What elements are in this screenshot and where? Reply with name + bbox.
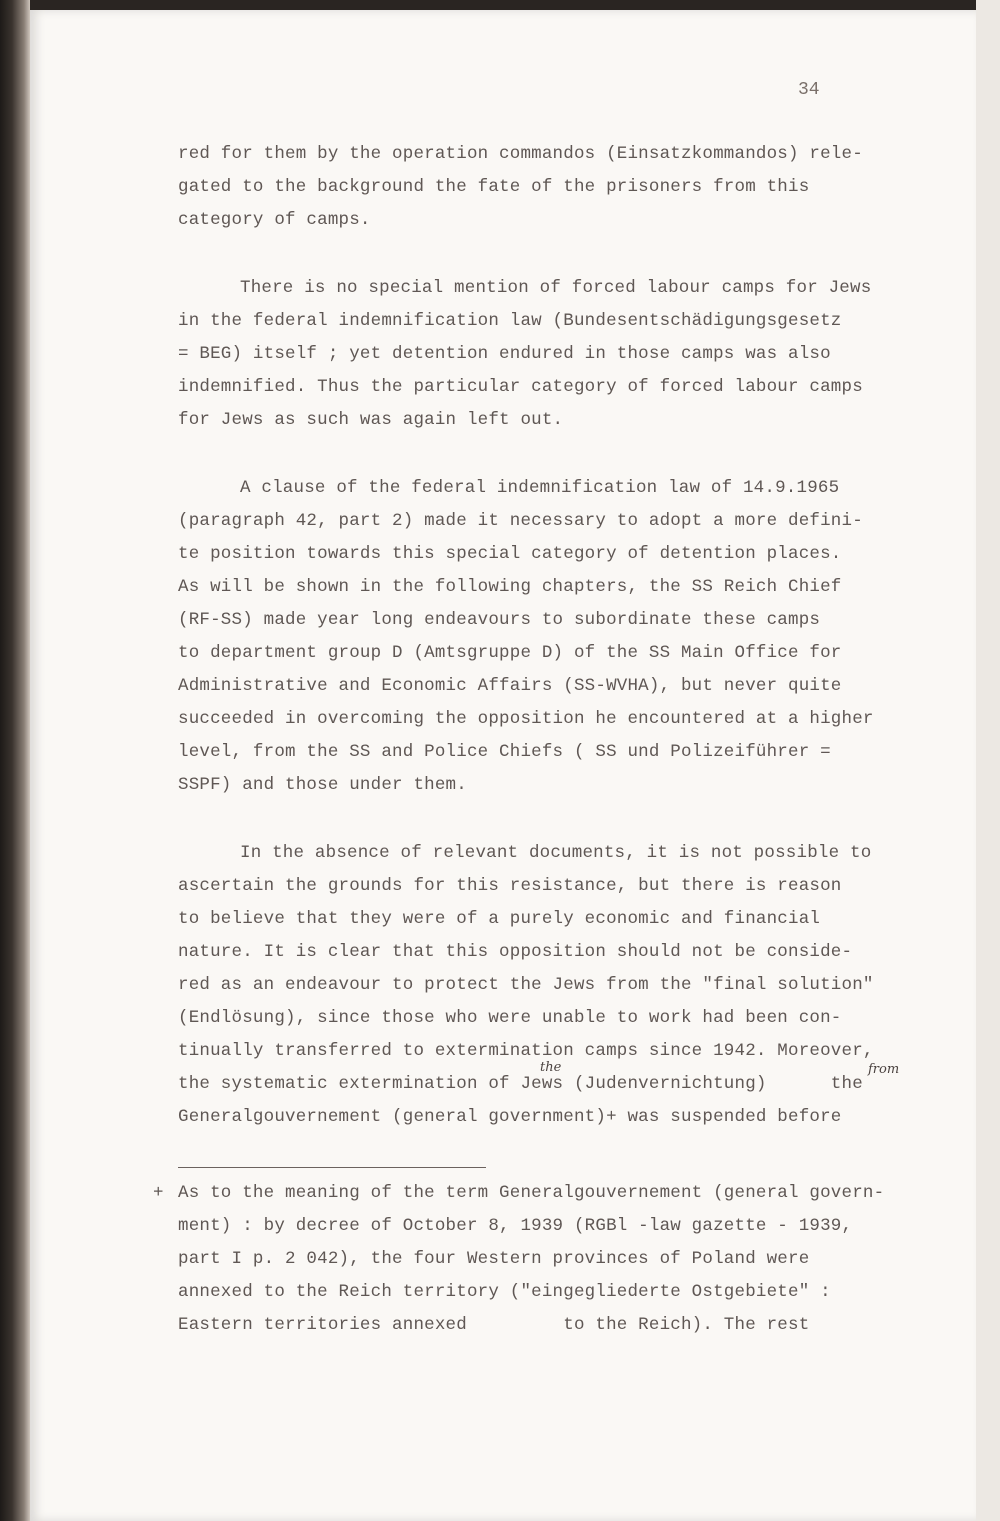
text-line: = BEG) itself ; yet detention endured in those camps was also [178, 344, 831, 364]
handwritten-insertion-from: from [868, 1062, 900, 1077]
text-line: to department group D (Amtsgruppe D) of the SS Main Office for [178, 643, 842, 663]
text-line: red for them by the operation commandos (Einsatzkommandos) rele- [178, 144, 863, 164]
paragraph-continuation [178, 138, 968, 237]
footnote-line: annexed to the Reich territory ("eingegliederte Ostgebiete" : [178, 1282, 831, 1302]
page-edge [976, 0, 1000, 1521]
text-line: As will be shown in the following chapters, the SS Reich Chief [178, 577, 842, 597]
text-line: succeeded in overcoming the opposition he encountered at a higher [178, 709, 874, 729]
paragraph-beg-law [178, 272, 968, 437]
text-line: Administrative and Economic Affairs (SS-WVHA), but never quite [178, 676, 842, 696]
text-line: to believe that they were of a purely economic and financial [178, 909, 821, 929]
text-line: A clause of the federal indemnification law of 14.9.1965 [240, 478, 840, 498]
footnote [178, 1177, 968, 1342]
text-line: (Endlösung), since those who were unable to work had been con- [178, 1008, 842, 1028]
footnote-divider [178, 1167, 486, 1168]
paragraph-clause [178, 472, 968, 802]
text-line: Generalgouvernement (general government)+ was suspended before [178, 1107, 842, 1127]
footnote-line: Eastern territories annexed to the Reich). The rest [178, 1315, 810, 1335]
text-line: the systematic extermination of Jews (Judenvernichtung) the [178, 1074, 863, 1094]
footnote-line: As to the meaning of the term Generalgouvernement (general govern- [178, 1183, 885, 1203]
text-line: nature. It is clear that this opposition should not be conside- [178, 942, 853, 962]
text-line: (RF-SS) made year long endeavours to subordinate these camps [178, 610, 821, 630]
text-line: In the absence of relevant documents, it is not possible to [240, 843, 872, 863]
text-line: in the federal indemnification law (Bundesentschädigungsgesetz [178, 311, 842, 331]
text-line: te position towards this special category of detention places. [178, 544, 842, 564]
text-line: ascertain the grounds for this resistance, but there is reason [178, 876, 842, 896]
text-line: gated to the background the fate of the prisoners from this [178, 177, 810, 197]
text-line: red as an endeavour to protect the Jews from the "final solution" [178, 975, 874, 995]
text-line: level, from the SS and Police Chiefs ( SS und Polizeiführer = [178, 742, 831, 762]
text-line: indemnified. Thus the particular category of forced labour camps [178, 377, 863, 397]
text-line: tinually transferred to extermination camps since 1942. Moreover, [178, 1041, 874, 1061]
footnote-marker: + [153, 1183, 164, 1203]
handwritten-insertion-the: the [540, 1060, 562, 1075]
text-line: There is no special mention of forced labour camps for Jews [240, 278, 872, 298]
page-number: 34 [798, 80, 820, 100]
paragraph-resistance [178, 837, 968, 1134]
text-line: category of camps. [178, 210, 371, 230]
text-line: SSPF) and those under them. [178, 775, 467, 795]
text-line: (paragraph 42, part 2) made it necessary to adopt a more defini- [178, 511, 863, 531]
footnote-line: part I p. 2 042), the four Western provinces of Poland were [178, 1249, 810, 1269]
footnote-line: ment) : by decree of October 8, 1939 (RGBl -law gazette - 1939, [178, 1216, 853, 1236]
book-binding [0, 0, 30, 1521]
text-line: for Jews as such was again left out. [178, 410, 564, 430]
